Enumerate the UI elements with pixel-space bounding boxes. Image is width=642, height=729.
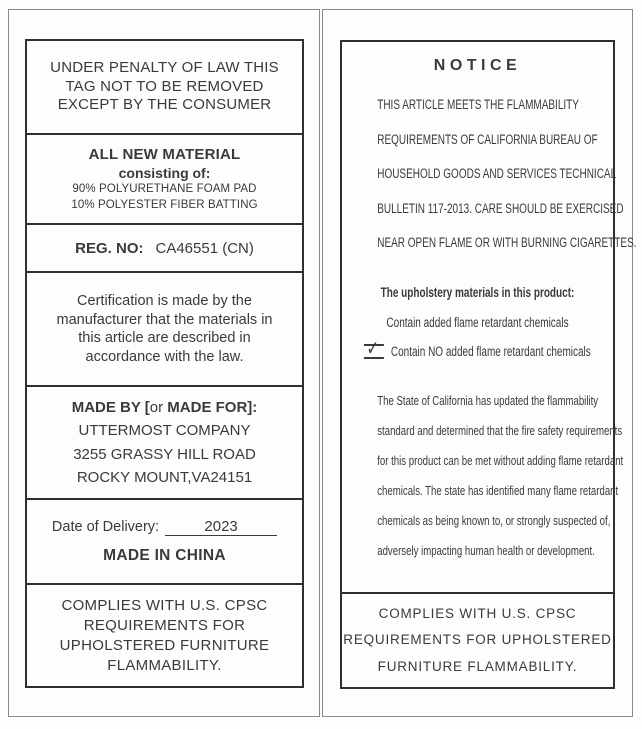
notice-section	[342, 42, 637, 592]
certification-section	[27, 271, 302, 385]
notice-title: NOTICE	[433, 57, 522, 74]
made-by-heading-part: or	[149, 398, 164, 416]
made-by-heading-part: MADE FOR]:	[163, 398, 258, 416]
certification-line: this article are described in	[78, 330, 251, 346]
cpsc-line: UPHOLSTERED FURNITURE	[59, 636, 270, 654]
right-label-inner-box	[340, 40, 637, 689]
state-line: for this product can be met without adding flame retardant	[377, 452, 624, 468]
country-of-origin: MADE IN CHINA	[103, 547, 226, 564]
certification-line: Certification is made by the	[77, 293, 252, 309]
option-contain-no-added	[366, 337, 591, 360]
cpsc-line: FURNITURE FLAMMABILITY.	[377, 658, 578, 674]
notice-line: HOUSEHOLD GOODS AND SERVICES TECHNICAL	[377, 166, 617, 181]
cpsc-line: REQUIREMENTS FOR	[83, 616, 246, 634]
penalty-line: UNDER PENALTY OF LAW THIS	[50, 59, 279, 77]
registration-section	[27, 223, 302, 271]
state-line: adversely impacting human health or development.	[377, 542, 595, 558]
registration-row	[75, 240, 254, 257]
state-line: chemicals as being known to, or strongly suspected of,	[377, 512, 611, 528]
registration-label: REG. NO:	[75, 239, 144, 257]
penalty-line: TAG NOT TO BE REMOVED	[65, 77, 264, 95]
notice-paragraph	[377, 88, 637, 261]
delivery-date-underline	[165, 518, 277, 536]
made-by-section	[27, 385, 302, 498]
upholstery-heading: The upholstery materials in this product:	[380, 284, 575, 300]
notice-line: NEAR OPEN FLAME OR WITH BURNING CIGARETTES.	[377, 235, 637, 250]
state-line: The State of California has updated the flammability	[377, 392, 599, 408]
penalty-line: EXCEPT BY THE CONSUMER	[57, 96, 272, 114]
material-component: 90% POLYURETHANE FOAM PAD	[72, 183, 257, 195]
delivery-date-label: Date of Delivery:	[51, 519, 160, 535]
check-icon: ✓	[366, 337, 379, 360]
cpsc-section-right	[342, 592, 613, 687]
certification-line: manufacturer that the materials in	[56, 311, 273, 328]
delivery-section	[27, 498, 302, 583]
material-title: ALL NEW MATERIAL	[88, 146, 241, 163]
state-line: chemicals. The state has identified many flame retardant	[377, 482, 619, 498]
right-label-panel	[322, 9, 637, 717]
penalty-section	[27, 41, 302, 133]
certification-line: accordance with the law.	[85, 348, 244, 365]
option-contain-added: Contain added flame retardant chemicals	[386, 314, 569, 330]
material-subtitle: consisting of:	[118, 165, 211, 181]
left-label-panel	[8, 9, 320, 717]
left-label-inner-box	[25, 39, 304, 688]
material-section	[27, 133, 302, 223]
upholstery-materials-block	[366, 284, 591, 360]
registration-number: CA46551 (CN)	[155, 239, 254, 257]
state-line: standard and determined that the fire safety requirements	[377, 422, 623, 438]
delivery-date-row	[52, 518, 277, 536]
option-contain-no-added-label: Contain NO added flame retardant chemicals	[390, 343, 591, 359]
checked-checkbox-icon	[364, 337, 384, 360]
cpsc-line: FLAMMABILITY.	[107, 656, 222, 674]
made-by-heading-part: MADE BY [	[71, 398, 150, 416]
notice-line: BULLETIN 117-2013. CARE SHOULD BE EXERCISED	[377, 200, 624, 216]
manufacturer-street: 3255 GRASSY HILL ROAD	[73, 445, 256, 463]
cpsc-line: COMPLIES WITH U.S. CPSC	[378, 605, 577, 621]
cpsc-line: COMPLIES WITH U.S. CPSC	[61, 596, 268, 614]
notice-line: THIS ARTICLE MEETS THE FLAMMABILITY	[377, 97, 579, 112]
made-by-heading	[72, 396, 258, 420]
manufacturer-name: UTTERMOST COMPANY	[78, 422, 251, 439]
cpsc-line: REQUIREMENTS FOR UPHOLSTERED	[343, 632, 612, 648]
notice-line: REQUIREMENTS OF CALIFORNIA BUREAU OF	[377, 131, 598, 147]
material-component: 10% POLYESTER FIBER BATTING	[71, 198, 258, 211]
manufacturer-city: ROCKY MOUNT,VA24151	[76, 469, 253, 486]
delivery-date-value: 2023	[204, 518, 238, 535]
state-flammability-paragraph	[377, 386, 624, 566]
cpsc-section-left	[27, 583, 302, 686]
